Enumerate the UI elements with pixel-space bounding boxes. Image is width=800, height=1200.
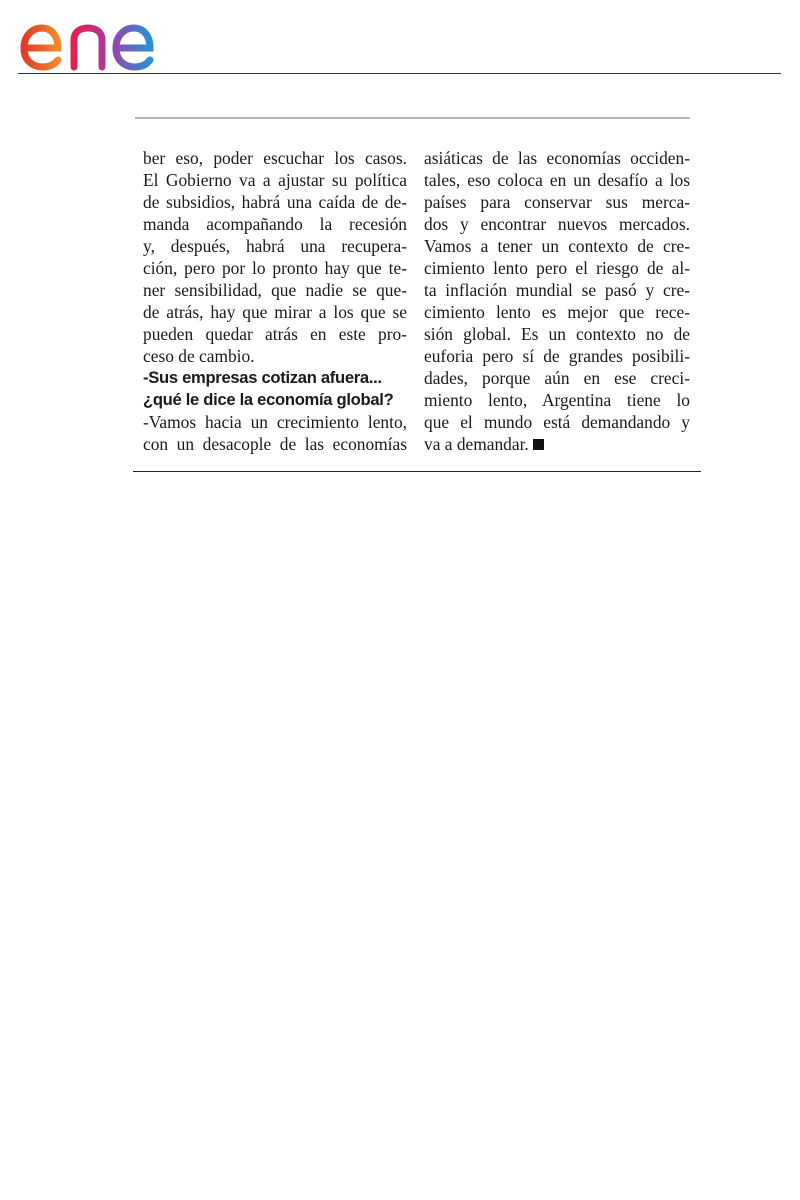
text-line: ta inflación mundial se pasó y cre- — [424, 280, 690, 300]
text-line: ber eso, poder escuchar los casos. — [143, 148, 407, 168]
text-line: ceso de cambio. — [143, 346, 255, 366]
text-line: -Vamos hacia un crecimiento lento, — [143, 412, 407, 432]
text-line: cimiento lento pero el riesgo de al- — [424, 258, 690, 278]
article-right-column — [424, 147, 690, 455]
clipping-bottom-divider — [133, 471, 701, 472]
text-line: ner sensibilidad, que nadie se que- — [143, 280, 407, 300]
text-line: miento lento, Argentina tiene lo — [424, 390, 690, 410]
text-line: pueden quedar atrás en este pro- — [143, 324, 407, 344]
text-line: euforia pero sí de grandes posibili- — [424, 346, 690, 366]
text-line: dades, porque aún en ese creci- — [424, 368, 690, 388]
text-line: que el mundo está demandando y — [424, 412, 690, 432]
text-line: dos y encontrar nuevos mercados. — [424, 214, 690, 234]
header-divider — [18, 73, 781, 74]
clipping-top-divider — [135, 117, 690, 119]
text-line: va a demandar. — [424, 434, 529, 454]
enel-logo — [18, 4, 198, 72]
text-line: Vamos a tener un contexto de cre- — [424, 236, 690, 256]
text-line: tales, eso coloca en un desafío a los — [424, 170, 690, 190]
text-line: países para conservar sus merca- — [424, 192, 690, 212]
interview-question: ¿qué le dice la economía global? — [143, 390, 394, 409]
text-line: y, después, habrá una recupera- — [143, 236, 407, 256]
text-line: asiáticas de las economías occiden- — [424, 148, 690, 168]
text-line: cimiento lento es mejor que rece- — [424, 302, 690, 322]
text-line: de atrás, hay que mirar a los que se — [143, 302, 407, 322]
text-line: de subsidios, habrá una caída de de- — [143, 192, 407, 212]
text-line-final — [424, 433, 690, 455]
text-line: El Gobierno va a ajustar su política — [143, 170, 407, 190]
article-left-column — [143, 147, 407, 455]
text-line: manda acompañando la recesión — [143, 214, 407, 234]
interview-question: -Sus empresas cotizan afuera... — [143, 368, 382, 387]
text-line: sión global. Es un contexto no de — [424, 324, 690, 344]
text-line: ción, pero por lo pronto hay que te- — [143, 258, 407, 278]
end-of-article-mark — [533, 439, 544, 450]
text-line: con un desacople de las economías — [143, 434, 407, 454]
